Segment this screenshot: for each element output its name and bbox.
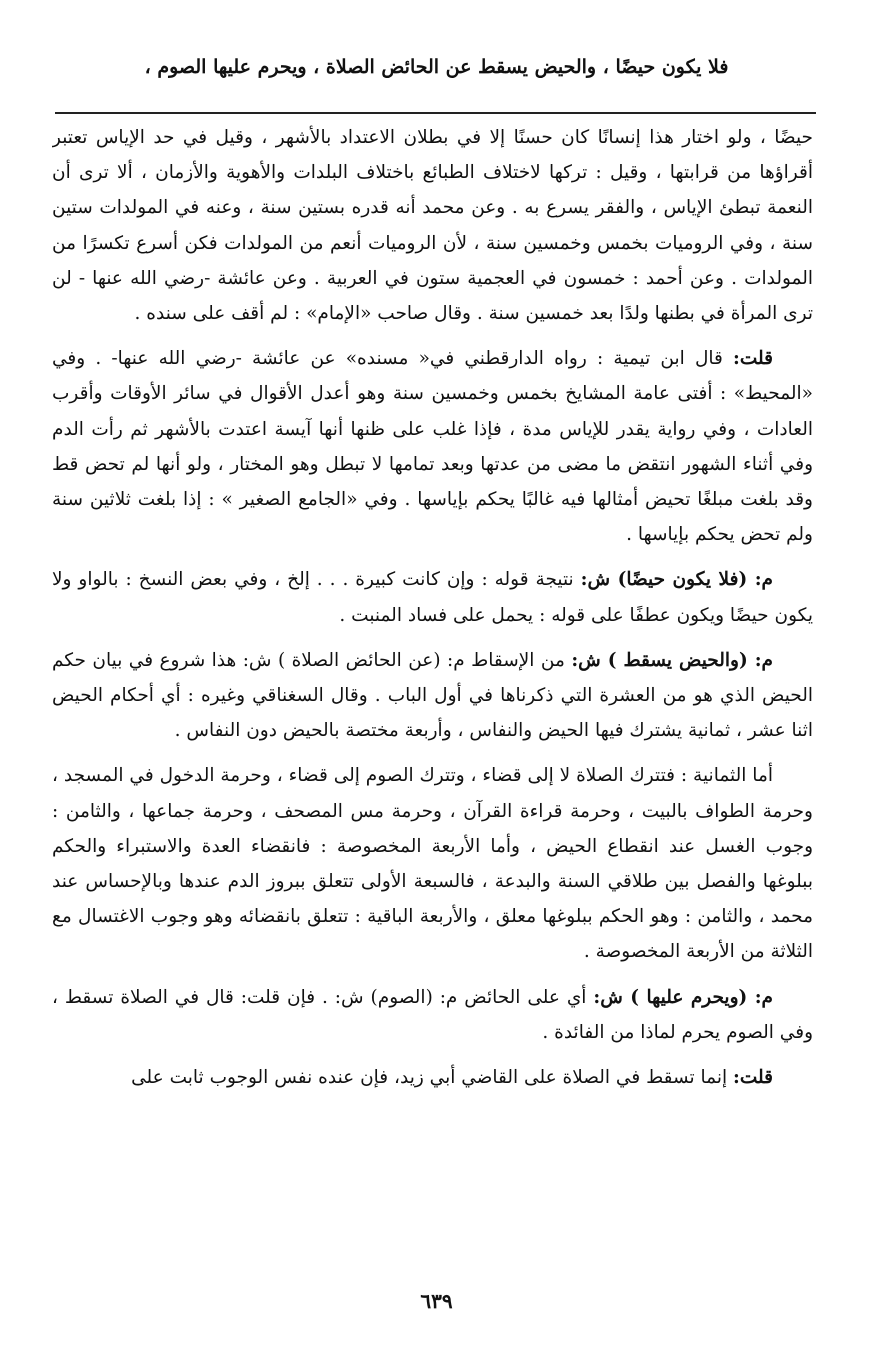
paragraph-text: إنما تسقط في الصلاة على القاضي أبي زيد، فإن عنده نفس الوجوب ثابت على — [131, 1067, 734, 1089]
header-rule — [55, 112, 816, 114]
paragraph-text: حيضًا ، ولو اختار هذا إنسانًا كان حسنًا إلا في بطلان الاعتداد بالأشهر ، وقيل في حد الإياس تعتبر أقراؤها من قرابتها ، وقيل : تركها لاختلاف الطبائع باختلاف البلدات والأهوية والأزمان ، ألا ترى أن النعمة تبطئ الإياس ، والفقر يسرع به . وعن محمد أنه قدره بستين سنة ، وعنه في المولدات ستين سنة ، وفي الروميات بخمس وخمسين سنة ، لأن الروميات أنعم من المولدات فكن أسرع تكسرًا من المولدات . وعن أحمد : خمسون في العجمية ستون في العربية . وعن عائشة -رضي الله عنها - لن ترى المرأة في بطنها ولدًا بعد خمسين سنة . وقال صاحب «الإمام» : لم أقف على سنده . — [52, 127, 813, 325]
page-number: ٦٣٩ — [420, 1289, 453, 1313]
paragraph-text: نتيجة قوله : وإن كانت كبيرة . . . إلخ ، وفي بعض النسخ : بالواو ولا يكون حيضًا ويكون عطفًا على قوله : يحمل على فساد المنبت . — [52, 569, 813, 626]
paragraph-lead: قلت: — [733, 348, 774, 370]
paragraph-text: قال ابن تيمية : رواه الدارقطني في« مسنده» عن عائشة -رضي الله عنها- . وفي «المحيط» : أفتى عامة المشايخ بخمس وخمسين سنة وهو أعدل الأقوال في سائر الأوقات وأقرب العادات ، وفي رواية يقدر للإياس مدة ، فإذا غلب على ظنها أنها آيسة اعتدت بالأشهر ثم رأت الدم وفي أثناء الشهور انتقض ما مضى من عدتها وبعد تمامها لا تبطل وهو المختار ، ولو أنها لم تحض قط وقد بلغت مبلغًا تحيض أمثالها فيه غالبًا يحكم بإياسها . وفي «الجامع الصغير » : إذا بلغت ثلاثين سنة ولم تحض يحكم بإياسها . — [52, 348, 813, 546]
paragraph-2 — [52, 341, 813, 552]
paragraph-6 — [52, 980, 813, 1050]
paragraph-text: أما الثمانية : فتترك الصلاة لا إلى قضاء ، وتترك الصوم إلى قضاء ، وحرمة الدخول في المسجد ، وحرمة الطواف بالبيت ، وحرمة قراءة القرآن ، وحرمة مس المصحف ، وحرمة جماعها ، والثامن : وجوب الغسل عند انقطاع الحيض ، وأما الأربعة المخصوصة : فانقضاء العدة والاستبراء والحكم ببلوغها والفصل بين طلاقي السنة والبدعة ، فالسبعة الأولى تتعلق ببروز الدم عندها وبالإحساس عند محمد ، والثامن : وهو الحكم ببلوغها معلق ، والأربعة الباقية : تتعلق بانقضائه وهو وجوب الاغتسال مع الثلاثة من الأربعة المخصوصة . — [52, 765, 813, 963]
paragraph-4 — [52, 643, 813, 749]
paragraph-text: أي على الحائض م: (الصوم) ش: . فإن قلت: قال في الصلاة تسقط ، وفي الصوم يحرم لماذا من الفائدة . — [52, 986, 813, 1043]
paragraph-3 — [52, 562, 813, 632]
paragraph-5 — [52, 758, 813, 969]
paragraph-lead: قلت: — [733, 1067, 773, 1089]
body-text — [52, 120, 813, 1281]
paragraph-text: من الإسقاط م: (عن الحائض الصلاة ) ش: هذا شروع في بيان حكم الحيض الذي هو من العشرة التي ذكرناها في أول الباب . وقال السغناقي وغيره : أي أحكام الحيض اثنا عشر ، ثمانية يشترك فيها الحيض والنفاس ، وأربعة مختصة بالحيض دون النفاس . — [52, 649, 813, 742]
paragraph-lead: م: (والحيض يسقط ) ش: — [571, 649, 774, 671]
paragraph-lead: م: (فلا يكون حيضًا) ش: — [580, 569, 773, 591]
paragraph-lead: م: (ويحرم عليها ) ش: — [593, 986, 774, 1008]
paragraph-1 — [52, 120, 813, 331]
paragraph-7 — [52, 1060, 813, 1095]
running-header: فلا يكون حيضًا ، والحيض يسقط عن الحائض الصلاة ، ويحرم عليها الصوم ، — [144, 56, 729, 78]
